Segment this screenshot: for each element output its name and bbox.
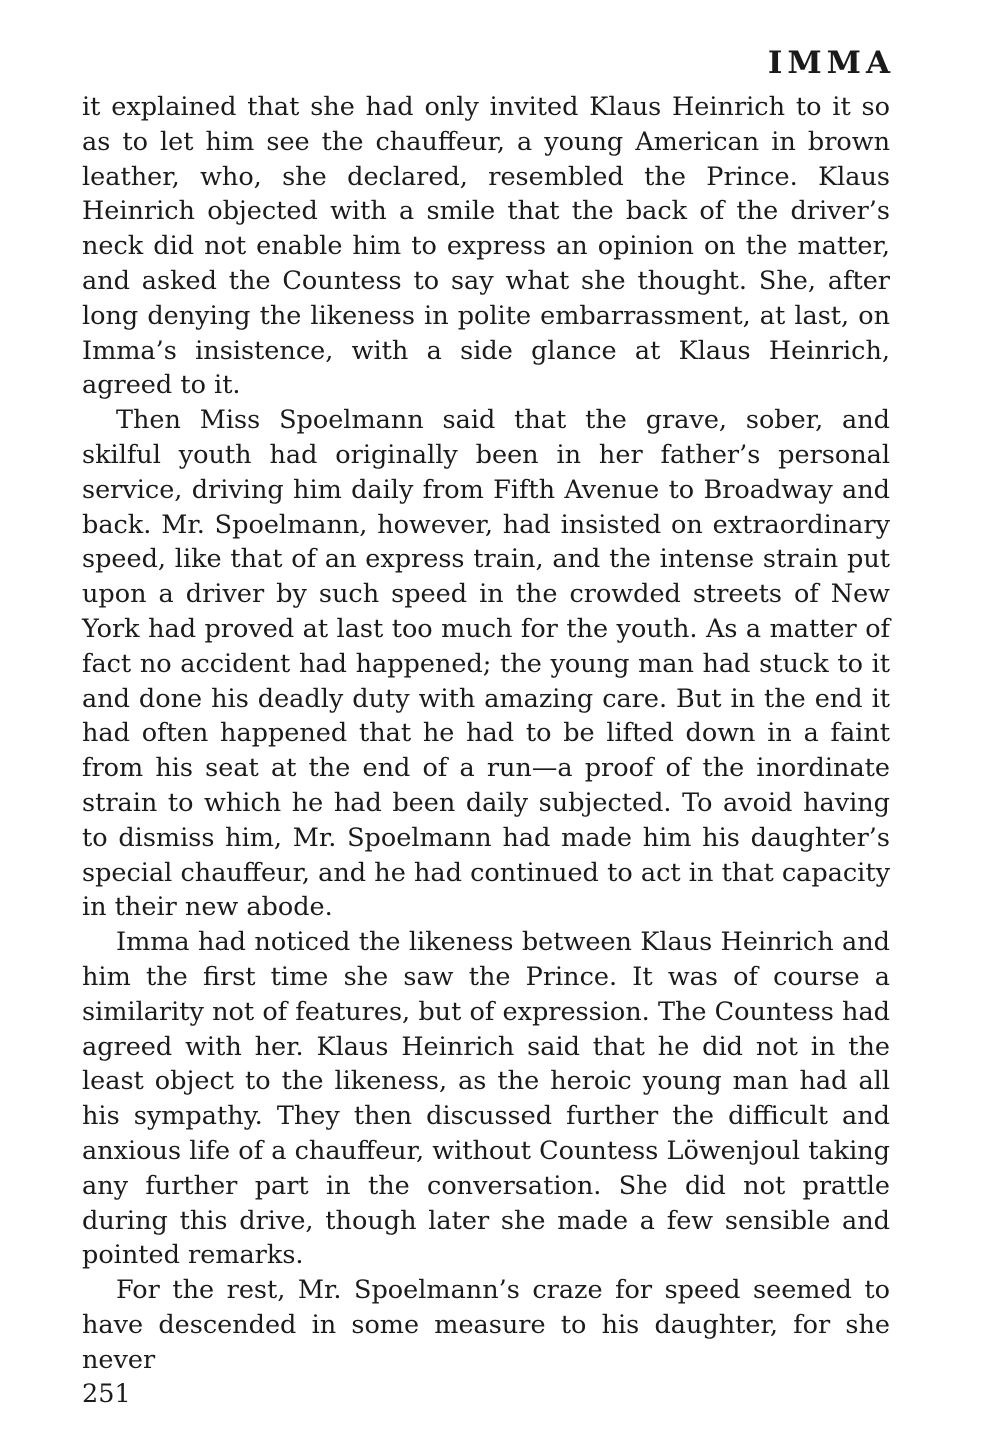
paragraph-likeness: Imma had noticed the likeness between Klaus Heinrich and him the first time she saw the Prince. It was of course a similarity not of features, but of expression. The Countess had agreed with her. Klaus Heinrich said that he did not in the least object to the likeness, as the heroic young man had all his sympathy. They then discussed further the difficult and anxious life of a chauffeur, without Countess Löwenjoul taking any further part in the conversation. She did not prattle during this drive, though later she made a few sensible and pointed remarks. [82, 927, 890, 1271]
book-page [82, 40, 895, 1412]
page-number: 251 [82, 1379, 131, 1410]
paragraph-speed-craze: For the rest, Mr. Spoelmann’s craze for speed seemed to have descended in some measure to his daughter, for she never [82, 1275, 890, 1375]
running-head: IMMA [767, 45, 895, 81]
paragraph-chauffeur-history: Then Miss Spoelmann said that the grave, sober, and skilful youth had originally been in her father’s personal service, driving him daily from Fifth Avenue to Broadway and back. Mr. Spoelmann, however, had insisted on extraordinary speed, like that of an express train, and the intense strain put upon a driver by such speed in the crowded streets of New York had proved at last too much for the youth. As a matter of fact no accident had happened; the young man had stuck to it and done his deadly duty with amazing care. But in the end it had often happened that he had to be lifted down in a faint from his seat at the end of a run—a proof of the inordinate strain to which he had been daily subjected. To avoid having to dismiss him, Mr. Spoelmann had made him his daughter’s special chauffeur, and he had continued to act in that capacity in their new abode. [82, 405, 890, 923]
paragraph-continuation: it explained that she had only invited Klaus Heinrich to it so as to let him see the chauffeur, a young American in brown leather, who, she declared, resembled the Prince. Klaus Heinrich objected with a smile that the back of the driver’s neck did not enable him to express an opinion on the matter, and asked the Countess to say what she thought. She, after long denying the likeness in polite embarrassment, at last, on Imma’s insistence, with a side glance at Klaus Heinrich, agreed to it. [82, 92, 890, 401]
